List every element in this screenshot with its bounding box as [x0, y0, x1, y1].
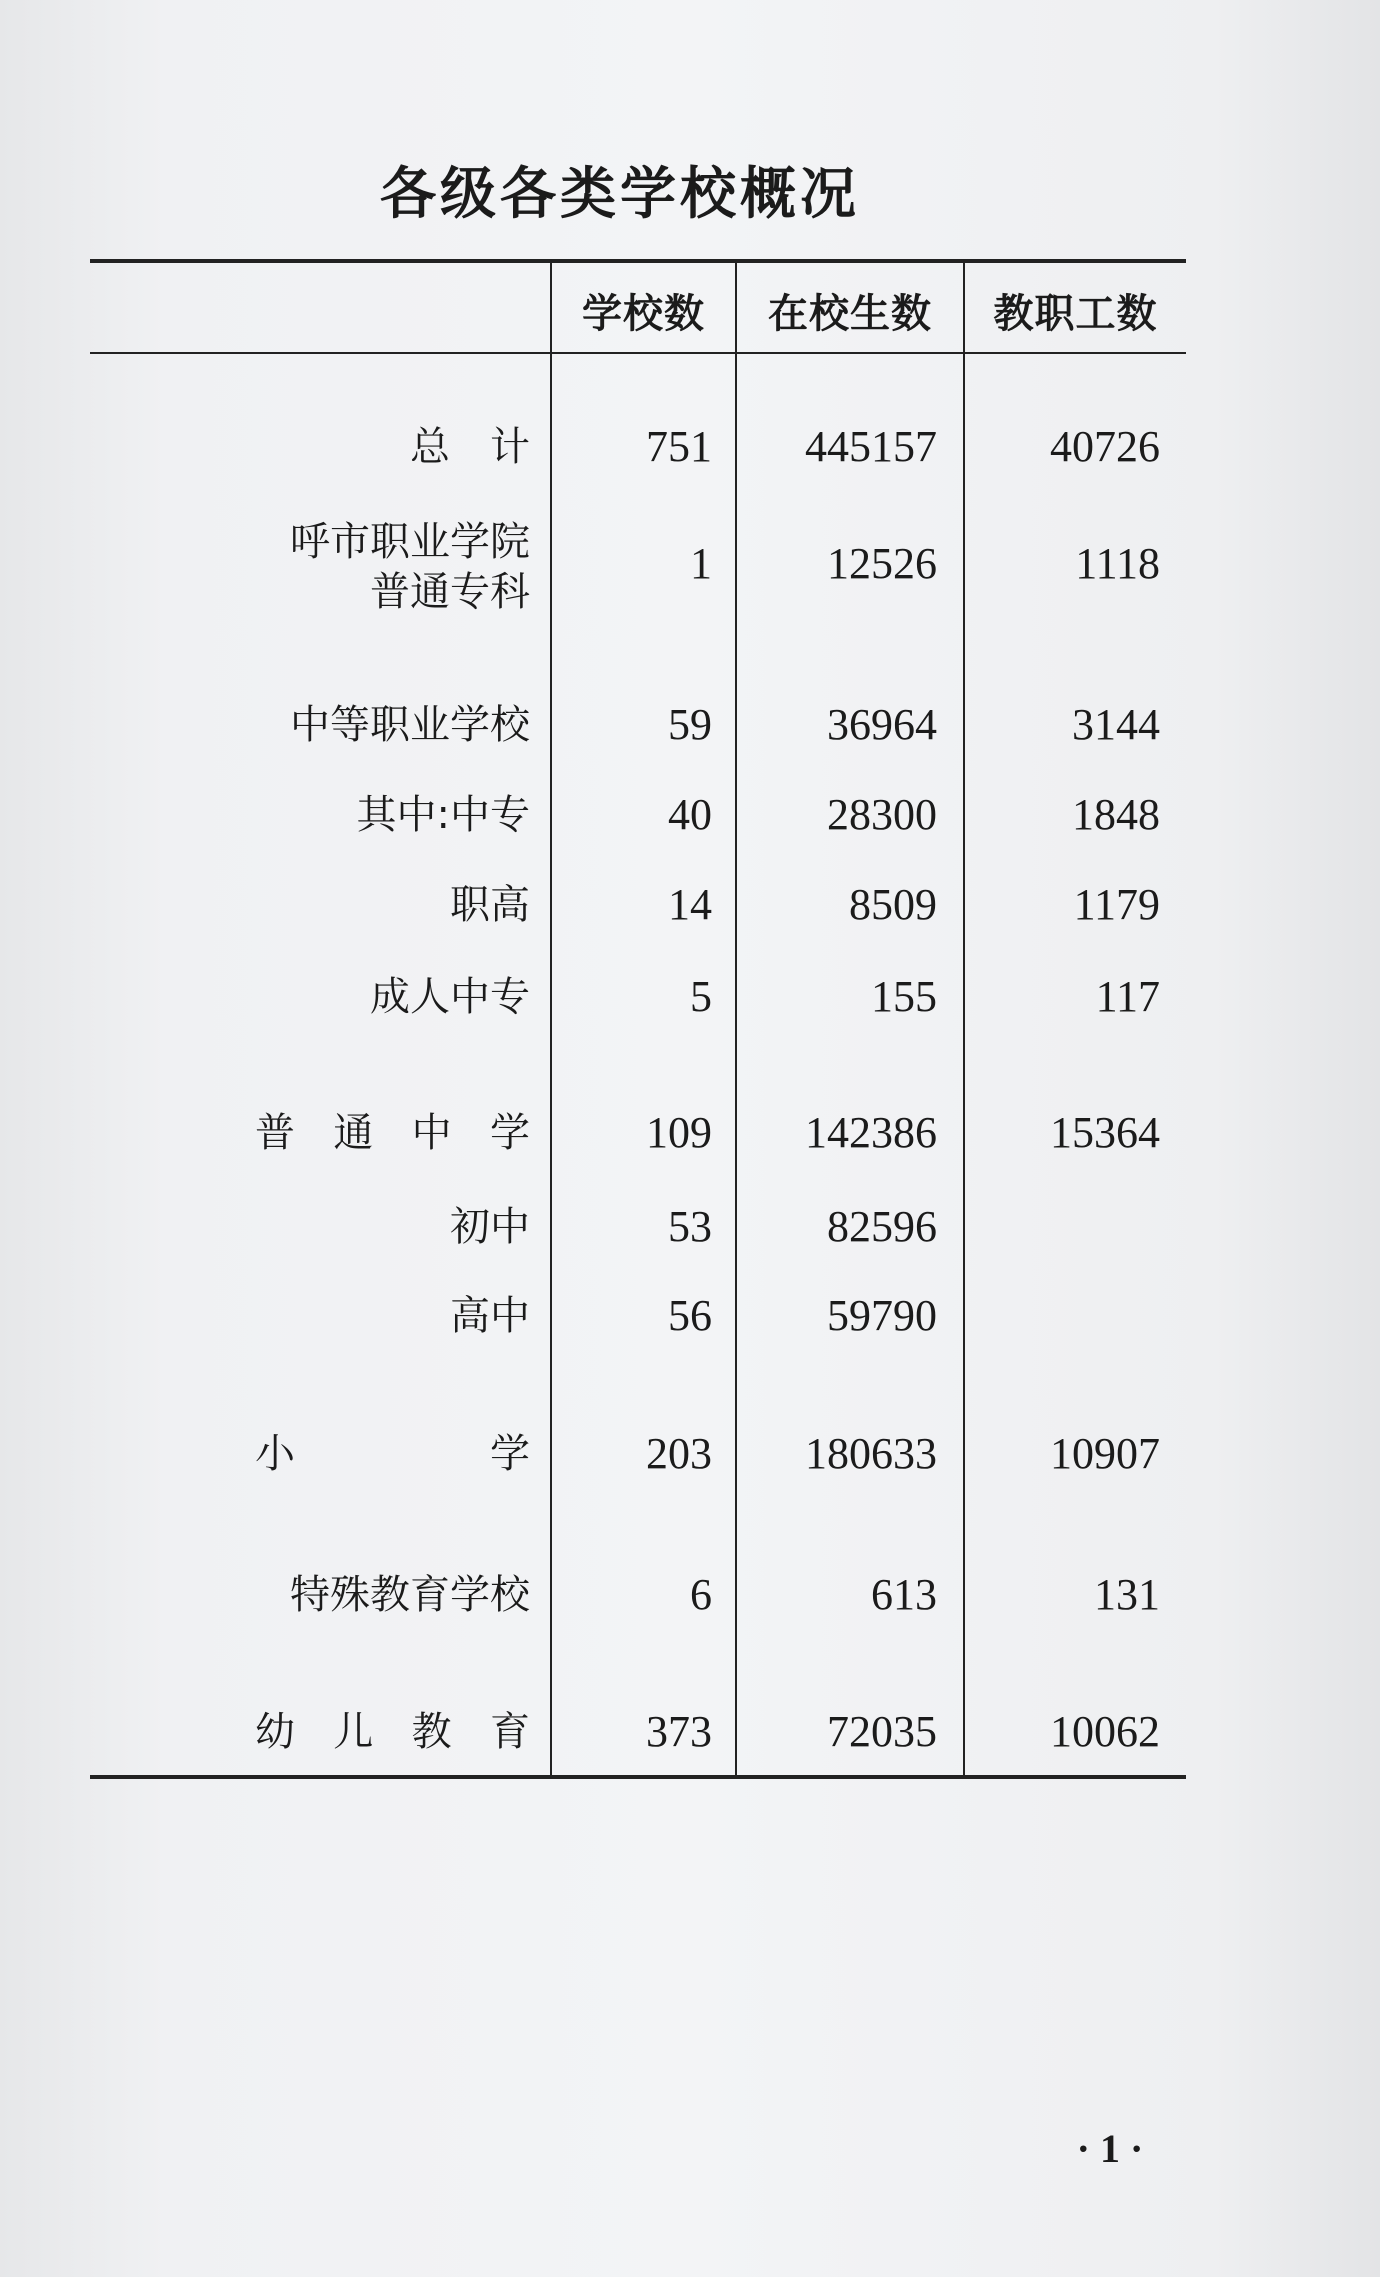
students-cell: 12526 — [827, 539, 937, 588]
row-label: 其中:中专 — [356, 792, 530, 838]
row-label: 特殊教育学校 — [290, 1572, 530, 1618]
row-label: 小学 — [255, 1431, 530, 1477]
schools-cell: 40 — [668, 790, 712, 839]
row-label: 高中 — [450, 1293, 530, 1339]
schools-cell: 751 — [646, 422, 712, 471]
students-cell: 8509 — [849, 880, 937, 929]
column-header-staff: 教职工数 — [993, 291, 1158, 337]
page-title: 各级各类学校概况 — [380, 162, 860, 227]
table-top-rule — [90, 259, 1186, 263]
row-label: 普通中学 — [255, 1110, 530, 1156]
page-number: · 1 · — [1076, 2126, 1144, 2171]
students-cell: 155 — [871, 972, 937, 1021]
schools-cell: 203 — [646, 1429, 712, 1478]
students-cell: 180633 — [805, 1429, 937, 1478]
staff-cell: 40726 — [1050, 422, 1160, 471]
staff-cell: 1848 — [1072, 790, 1160, 839]
schools-cell: 5 — [690, 972, 712, 1021]
column-header-students: 在校生数 — [768, 291, 932, 337]
row-label: 初中 — [450, 1204, 530, 1250]
table-header-rule — [90, 352, 1186, 354]
row-label: 成人中专 — [370, 974, 530, 1020]
row-label-line2: 普通专科 — [370, 569, 530, 615]
row-label: 幼儿教育 — [255, 1709, 530, 1755]
table-bottom-rule — [90, 1775, 1186, 1779]
students-cell: 613 — [871, 1570, 937, 1619]
students-cell: 445157 — [805, 422, 937, 471]
row-label: 呼市职业学院 — [290, 519, 530, 565]
staff-cell: 3144 — [1072, 700, 1160, 749]
staff-cell: 10062 — [1050, 1707, 1160, 1756]
schools-cell: 14 — [668, 880, 712, 929]
schools-cell: 59 — [668, 700, 712, 749]
staff-cell: 15364 — [1050, 1108, 1160, 1157]
schools-cell: 53 — [668, 1202, 712, 1251]
students-cell: 28300 — [827, 790, 937, 839]
row-label: 中等职业学校 — [290, 702, 530, 748]
students-cell: 142386 — [805, 1108, 937, 1157]
schools-cell: 6 — [690, 1570, 712, 1619]
row-label: 总 计 — [410, 424, 530, 470]
students-cell: 59790 — [827, 1291, 937, 1340]
staff-cell: 10907 — [1050, 1429, 1160, 1478]
schools-cell: 373 — [646, 1707, 712, 1756]
schools-cell: 1 — [690, 539, 712, 588]
students-cell: 36964 — [827, 700, 937, 749]
students-cell: 72035 — [827, 1707, 937, 1756]
staff-cell: 1179 — [1073, 880, 1160, 929]
students-cell: 82596 — [827, 1202, 937, 1251]
staff-cell: 131 — [1094, 1570, 1160, 1619]
staff-cell: 117 — [1095, 972, 1160, 1021]
row-label: 职高 — [450, 882, 530, 928]
staff-cell: 1118 — [1075, 539, 1160, 588]
column-header-schools: 学校数 — [582, 291, 705, 337]
schools-cell: 56 — [668, 1291, 712, 1340]
schools-cell: 109 — [646, 1108, 712, 1157]
